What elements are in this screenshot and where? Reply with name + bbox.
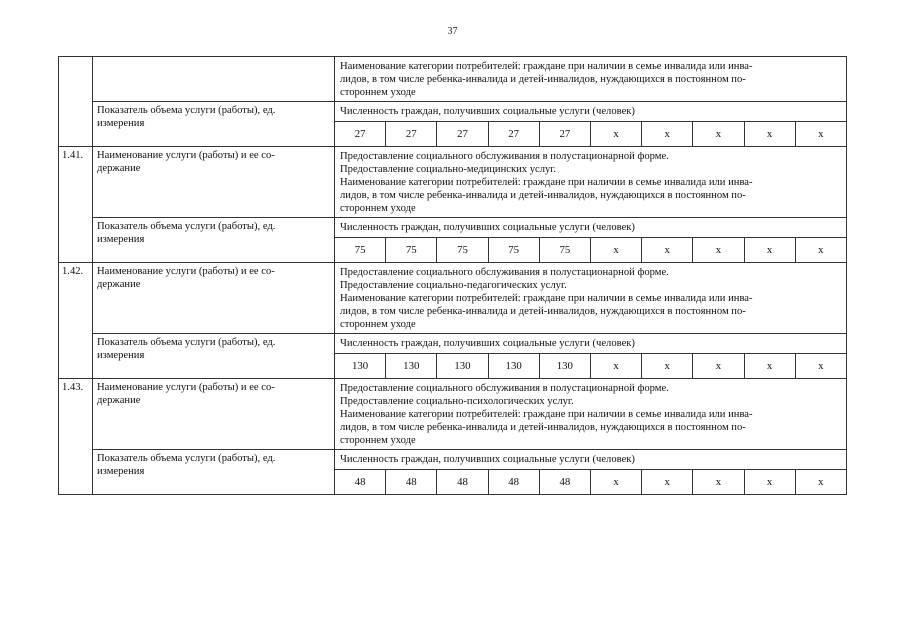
service-row [59,263,847,334]
value-cell: x [744,470,795,495]
service-number: 1.42. [59,263,93,379]
value-cell: x [795,470,846,495]
service-name-label-line: Наименование услуги (работы) и ее со- [97,150,275,161]
value-cell: x [590,470,641,495]
indicator-label-line: измерения [97,350,145,361]
service-description [335,57,847,102]
value-cell: 130 [539,354,590,379]
service-description-line: Наименование категории потребителей: граждане при наличии в семье инвалида или инва- [340,61,753,72]
service-description [335,379,847,450]
indicator-text: Численность граждан, получивших социальные услуги (человек) [335,450,847,470]
value-cell: 27 [386,122,437,147]
indicator-row [59,218,847,238]
service-name-label-line: держание [97,395,141,406]
service-description [335,147,847,218]
service-description-line: Предоставление социального обслуживания в полустационарной форме. [340,383,669,394]
service-name-label-line: Наименование услуги (работы) и ее со- [97,382,275,393]
value-cell: 130 [386,354,437,379]
service-name-label-line: держание [97,163,141,174]
value-cell: 130 [437,354,488,379]
service-description-line: стороннем уходе [340,319,416,330]
service-description-line: стороннем уходе [340,203,416,214]
value-cell: x [744,122,795,147]
service-number [59,57,93,147]
indicator-label-line: измерения [97,234,145,245]
service-row [59,147,847,218]
table-body [59,57,847,495]
value-cell: x [693,354,744,379]
value-cell: x [795,238,846,263]
value-cell: 130 [335,354,386,379]
service-description-line: Наименование категории потребителей: граждане при наличии в семье инвалида или инва- [340,177,753,188]
value-cell: x [795,354,846,379]
value-cell: 27 [539,122,590,147]
indicator-label-line: Показатель объема услуги (работы), ед. [97,453,276,464]
service-description-line: Предоставление социально-педагогических услуг. [340,280,567,291]
service-description-line: Предоставление социально-психологических услуг. [340,396,574,407]
indicator-label [93,334,335,379]
value-cell: 75 [488,238,539,263]
indicator-text: Численность граждан, получивших социальные услуги (человек) [335,218,847,238]
value-cell: 27 [437,122,488,147]
value-cell: 27 [335,122,386,147]
service-description-line: Предоставление социального обслуживания в полустационарной форме. [340,267,669,278]
value-cell: 48 [335,470,386,495]
value-cell: 75 [386,238,437,263]
indicator-label-line: измерения [97,466,145,477]
value-cell: x [693,122,744,147]
value-cell: x [642,122,693,147]
value-cell: 75 [335,238,386,263]
service-description-line: Наименование категории потребителей: граждане при наличии в семье инвалида или инва- [340,409,753,420]
service-description-line: лидов, в том числе ребенка-инвалида и детей-инвалидов, нуждающихся в постоянном по- [340,422,746,433]
value-cell: 75 [539,238,590,263]
service-description-line: лидов, в том числе ребенка-инвалида и детей-инвалидов, нуждающихся в постоянном по- [340,306,746,317]
value-cell: 130 [488,354,539,379]
value-cell: 48 [488,470,539,495]
service-description-line: лидов, в том числе ребенка-инвалида и детей-инвалидов, нуждающихся в постоянном по- [340,190,746,201]
service-name-label [93,379,335,450]
value-cell: 75 [437,238,488,263]
service-name-label [93,147,335,218]
service-description-line: Наименование категории потребителей: граждане при наличии в семье инвалида или инва- [340,293,753,304]
service-number: 1.41. [59,147,93,263]
service-description-line: стороннем уходе [340,87,416,98]
value-cell: x [590,354,641,379]
value-cell: x [642,470,693,495]
indicator-label-line: Показатель объема услуги (работы), ед. [97,105,276,116]
value-cell: x [795,122,846,147]
value-cell: x [590,238,641,263]
service-name-label-line: держание [97,279,141,290]
value-cell: x [693,470,744,495]
indicator-label-line: Показатель объема услуги (работы), ед. [97,337,276,348]
value-cell: x [590,122,641,147]
value-cell: x [744,354,795,379]
service-row [59,57,847,102]
indicator-row [59,334,847,354]
value-cell: 48 [386,470,437,495]
indicator-text: Численность граждан, получивших социальные услуги (человек) [335,334,847,354]
value-cell: 48 [539,470,590,495]
value-cell: x [642,238,693,263]
services-table [58,56,847,495]
indicator-row [59,102,847,122]
indicator-label [93,450,335,495]
service-row [59,379,847,450]
service-description [335,263,847,334]
indicator-label-line: измерения [97,118,145,129]
indicator-row [59,450,847,470]
page-number: 37 [447,26,458,37]
value-cell: 48 [437,470,488,495]
service-name-label [93,57,335,102]
service-name-label-line: Наименование услуги (работы) и ее со- [97,266,275,277]
value-cell: x [642,354,693,379]
value-cell: x [744,238,795,263]
service-number: 1.43. [59,379,93,495]
indicator-label [93,102,335,147]
value-cell: 27 [488,122,539,147]
indicator-label-line: Показатель объема услуги (работы), ед. [97,221,276,232]
service-description-line: Предоставление социального обслуживания в полустационарной форме. [340,151,669,162]
service-description-line: лидов, в том числе ребенка-инвалида и детей-инвалидов, нуждающихся в постоянном по- [340,74,746,85]
service-description-line: Предоставление социально-медицинских услуг. [340,164,557,175]
service-description-line: стороннем уходе [340,435,416,446]
value-cell: x [693,238,744,263]
indicator-label [93,218,335,263]
indicator-text: Численность граждан, получивших социальные услуги (человек) [335,102,847,122]
service-name-label [93,263,335,334]
